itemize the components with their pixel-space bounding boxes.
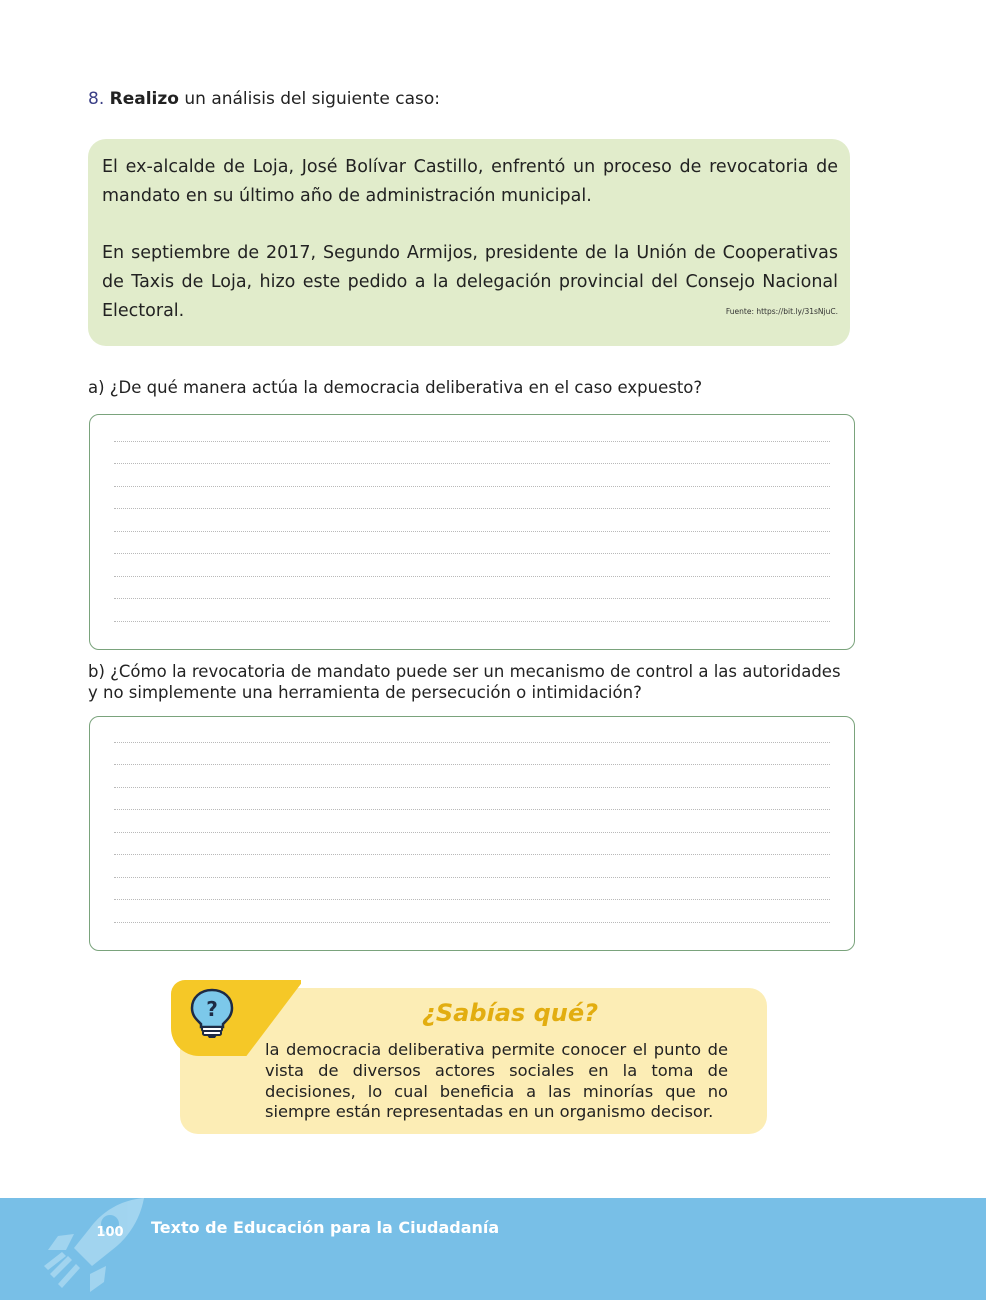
activity-number: 8. xyxy=(88,89,105,109)
writing-line xyxy=(114,441,830,442)
writing-line xyxy=(114,576,830,577)
activity-heading xyxy=(88,89,440,109)
writing-line xyxy=(114,553,830,554)
activity-instruction: un análisis del siguiente caso: xyxy=(178,89,440,109)
writing-line xyxy=(114,508,830,509)
question-b: b) ¿Cómo la revocatoria de mandato puede ser un mecanismo de control a las autoridades y no simplemente una herramienta de persecución o intimidación? xyxy=(88,662,841,702)
writing-line xyxy=(114,809,830,810)
rocket-icon xyxy=(40,1194,150,1300)
answer-box-b[interactable] xyxy=(89,716,855,951)
book-title: Texto de Educación para la Ciudadanía xyxy=(151,1218,500,1237)
case-box xyxy=(88,139,850,346)
writing-line xyxy=(114,531,830,532)
answer-box-a[interactable] xyxy=(89,414,855,650)
case-paragraph-2: En septiembre de 2017, Segundo Armijos, presidente de la Unión de Cooperativas de Taxis de Loja, hizo este pedido a la delegación provincial del Consejo Nacional Electoral. xyxy=(102,243,838,321)
writing-line xyxy=(114,832,830,833)
writing-line xyxy=(114,764,830,765)
writing-line xyxy=(114,854,830,855)
writing-line xyxy=(114,742,830,743)
writing-line xyxy=(114,463,830,464)
writing-line xyxy=(114,899,830,900)
question-a: a) ¿De qué manera actúa la democracia deliberativa en el caso expuesto? xyxy=(88,378,703,397)
lightbulb-question-icon xyxy=(188,987,236,1039)
svg-text:?: ? xyxy=(206,997,218,1021)
writing-line xyxy=(114,922,830,923)
writing-line xyxy=(114,877,830,878)
writing-line xyxy=(114,598,830,599)
writing-line xyxy=(114,621,830,622)
writing-line xyxy=(114,486,830,487)
writing-line xyxy=(114,787,830,788)
case-source: Fuente: https://bit.ly/31sNjuC. xyxy=(725,307,838,316)
activity-verb: Realizo xyxy=(109,89,179,109)
did-you-know-title: ¿Sabías qué? xyxy=(421,999,599,1027)
case-paragraph-1: El ex-alcalde de Loja, José Bolívar Castillo, enfrentó un proceso de revocatoria de mandato en su último año de administración municipal. xyxy=(102,157,838,206)
page-number: 100 xyxy=(96,1225,124,1240)
did-you-know-text: la democracia deliberativa permite conocer el punto de vista de diversos actores sociales en la toma de decisiones, lo cual beneficia a las minorías que no siempre están representadas en un organismo decisor. xyxy=(265,1040,728,1122)
